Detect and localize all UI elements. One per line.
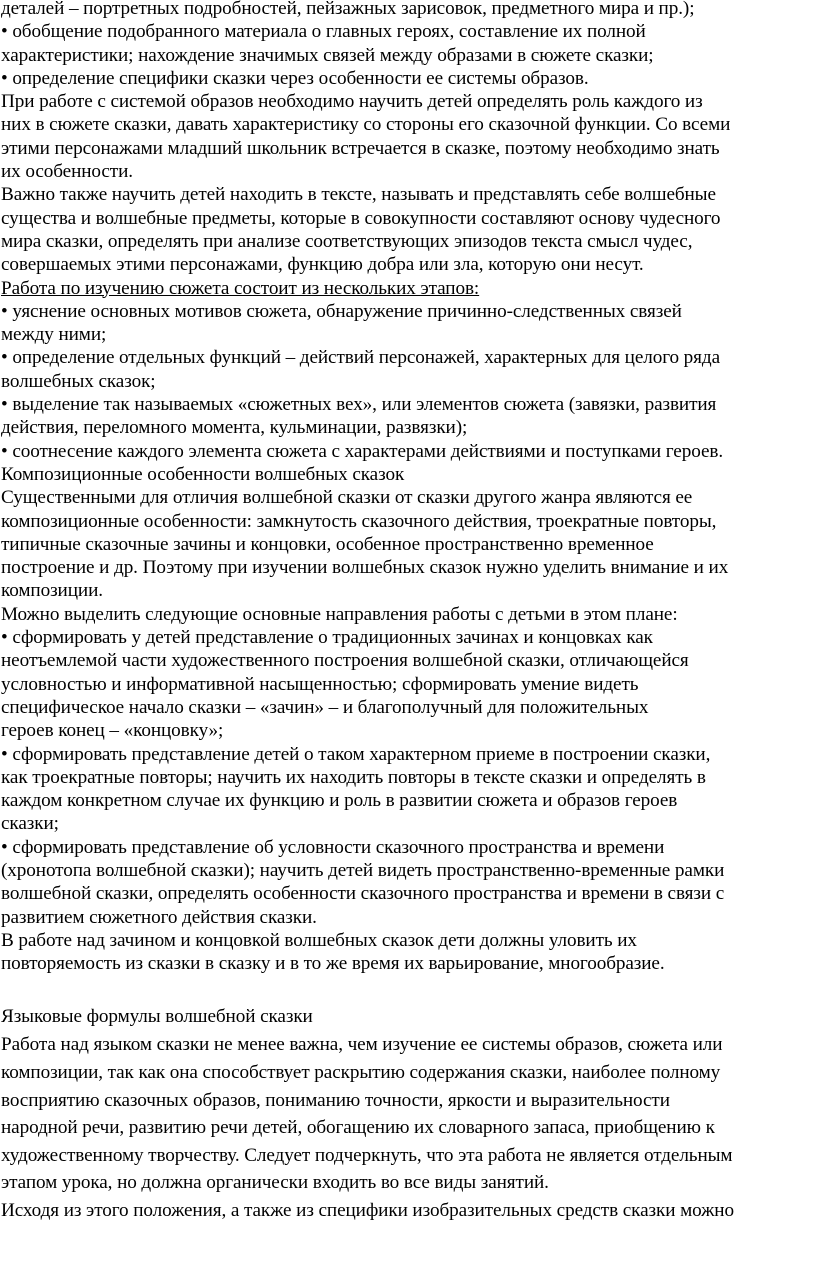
text-line: между ними; (1, 324, 107, 346)
text-line: народной речи, развитию речи детей, обогащению их словарного запаса, приобщению к (1, 1117, 715, 1139)
text-line: типичные сказочные зачины и концовки, особенное пространственно временное (1, 533, 654, 555)
text-line: (хронотопа волшебной сказки); научить детей видеть пространственно-временные рамки (1, 859, 725, 881)
text-line: Работа над языком сказки не менее важна, чем изучение ее системы образов, сюжета или (1, 1034, 723, 1056)
text-line: героев конец – «концовку»; (1, 720, 224, 742)
text-line: При работе с системой образов необходимо научить детей определять роль каждого из (1, 91, 703, 113)
text-line: деталей – портретных подробностей, пейзажных зарисовок, предметного мира и пр.); (1, 0, 695, 19)
bullet-line: • соотнесение каждого элемента сюжета с характерами действиями и поступками героев. (1, 440, 724, 462)
text-line: условностью и информативной насыщенностью; сформировать умение видеть (1, 673, 639, 695)
bullet-line: • обобщение подобранного материала о главных героях, составление их полной (1, 21, 646, 43)
bullet-line: • сформировать у детей представление о традиционных зачинах и концовках как (1, 627, 653, 649)
bullet-line: • сформировать представление об условности сказочного пространства и времени (1, 836, 665, 858)
text-line: В работе над зачином и концовкой волшебных сказок дети должны уловить их (1, 929, 637, 951)
text-line: волшебных сказок; (1, 370, 156, 392)
underlined-text: Работа по изучению сюжета состоит из нескольких этапов: (1, 277, 480, 299)
text-line: построение и др. Поэтому при изучении волшебных сказок нужно уделить внимание и их (1, 557, 729, 579)
composition-heading: Композиционные особенности волшебных сказок (1, 463, 405, 485)
text-line: существа и волшебные предметы, которые в совокупности составляют основу чудесного (1, 207, 721, 229)
text-line: совершаемых этими персонажами, функцию добра или зла, которую они несут. (1, 254, 644, 276)
text-line: Важно также научить детей находить в тексте, называть и представлять себе волшебные (1, 184, 716, 206)
text-line: неотъемлемой части художественного построения волшебной сказки, отличающейся (1, 650, 689, 672)
text-line: этими персонажами младший школьник встречается в сказке, поэтому необходимо знать (1, 137, 720, 159)
text-line: них в сюжете сказки, давать характеристику со стороны его сказочной функции. Со всеми (1, 114, 731, 136)
text-section-language-formulas (1, 1002, 816, 1031)
bullet-line: • выделение так называемых «сюжетных вех», или элементов сюжета (завязки, развития (1, 394, 717, 416)
text-line: как троекратные повторы; научить их находить повторы в тексте сказки и определять в (1, 766, 706, 788)
text-line: волшебной сказки, определять особенности сказочного пространства и времени в связи с (1, 883, 725, 905)
text-line: повторяемость из сказки в сказку и в то же время их варьирование, многообразие. (1, 953, 665, 975)
text-line: композиционные особенности: замкнутость сказочного действия, троекратные повторы, (1, 510, 717, 532)
text-line: Существенными для отличия волшебной сказки от сказки другого жанра являются ее (1, 487, 693, 509)
text-line: каждом конкретном случае их функцию и роль в развитии сюжета и образов героев (1, 790, 678, 812)
text-line: характеристики; нахождение значимых связей между образами в сюжете сказки; (1, 44, 654, 66)
bullet-line: • определение специфики сказки через особенности ее системы образов. (1, 67, 589, 89)
bullet-line: • сформировать представление детей о таком характерном приеме в построении сказки, (1, 743, 711, 765)
text-line: их особенности. (1, 161, 133, 183)
text-line: художественному творчеству. Следует подчеркнуть, что эта работа не является отдельным (1, 1144, 733, 1166)
text-line: восприятию сказочных образов, пониманию точности, яркости и выразительности (1, 1089, 670, 1111)
text-line: мира сказки, определять при анализе соответствующих эпизодов текста смысл чудес, (1, 230, 693, 252)
text-line: композиции. (1, 580, 103, 602)
text-line: специфическое начало сказки – «зачин» – и благополучный для положительных (1, 696, 649, 718)
paragraph-gap (1, 975, 816, 1002)
text-line: Можно выделить следующие основные направления работы с детьми в этом плане: (1, 603, 678, 625)
bullet-line: • уяснение основных мотивов сюжета, обнаружение причинно-следственных связей (1, 300, 682, 322)
text-line: Исходя из этого положения, а также из специфики изобразительных средств сказки можно (1, 1200, 734, 1222)
language-formulas-body (1, 1031, 816, 1224)
text-section-images-plot-composition (1, 0, 816, 975)
text-line: этапом урока, но должна органически входить во все виды занятий. (1, 1172, 549, 1194)
text-line: сказки; (1, 813, 59, 835)
text-line: действия, переломного момента, кульминации, развязки); (1, 417, 468, 439)
text-line: композиции, так как она способствует раскрытию содержания сказки, наиболее полному (1, 1062, 721, 1084)
section-heading: Языковые формулы волшебной сказки (1, 1006, 313, 1028)
bullet-line: • определение отдельных функций – действий персонажей, характерных для целого ряда (1, 347, 720, 369)
plot-stages-heading (1, 277, 816, 300)
text-line: развитием сюжетного действия сказки. (1, 906, 317, 928)
